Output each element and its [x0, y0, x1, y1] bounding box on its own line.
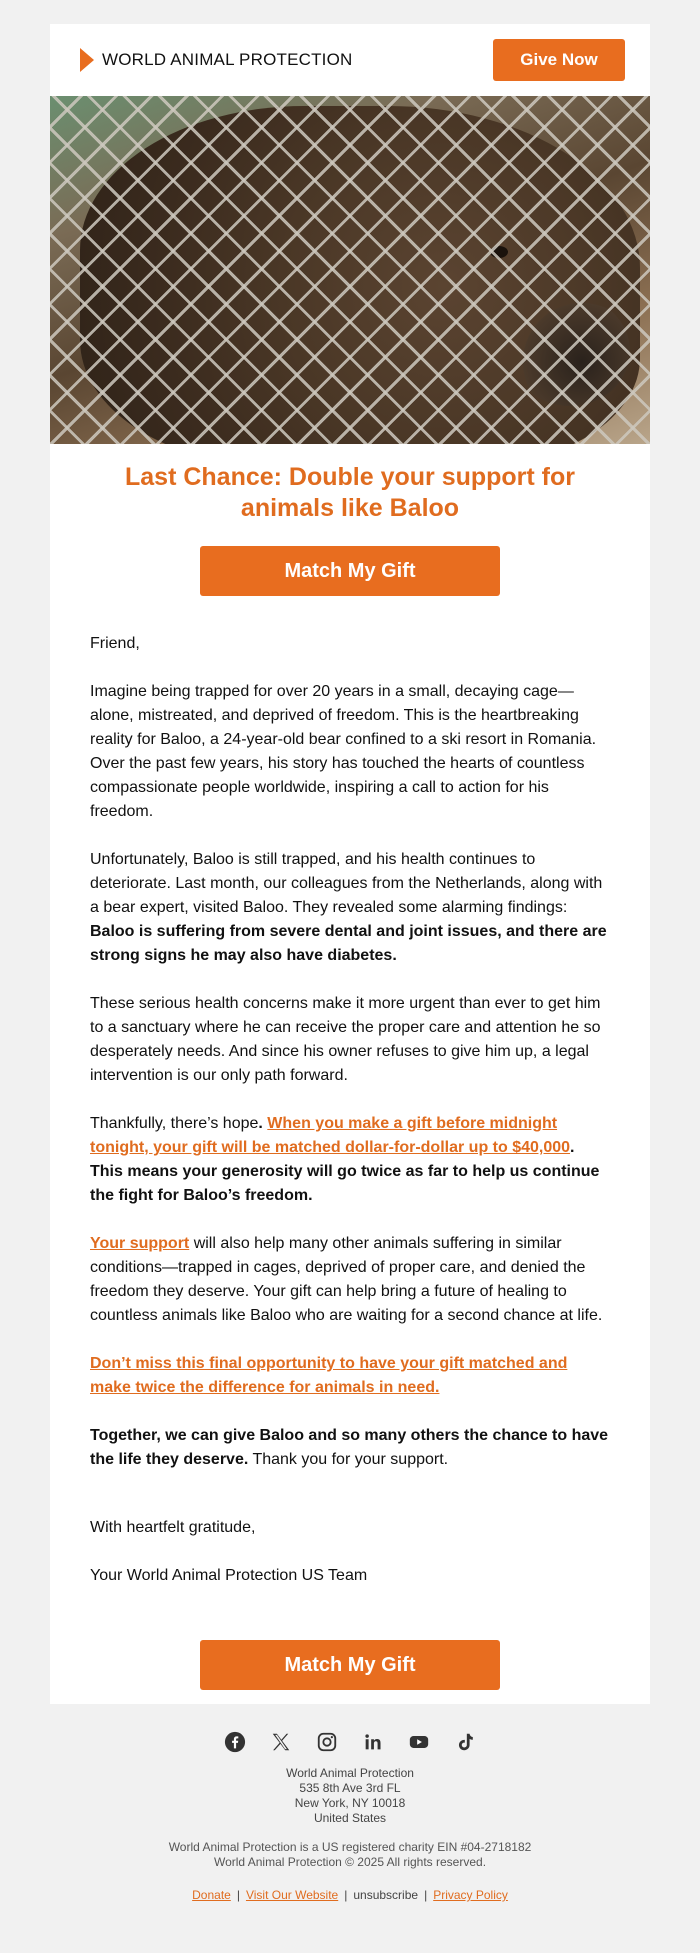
legal-block: [0, 1840, 700, 1870]
paragraph-5: Your support will also help many other animals suffering in similar conditions—trapped in cages, deprived of proper care, and denied the freedom they deserve. Your gift can help bring a future of healing to countless animals like Baloo who are waiting for a second chance at life.: [90, 1235, 603, 1324]
tiktok-icon[interactable]: [453, 1730, 477, 1754]
paragraph-7: Together, we can give Baloo and so many others the chance to have the life they deserve. Thank you for your support.: [90, 1427, 609, 1468]
paragraph-2: Unfortunately, Baloo is still trapped, and his health continues to deteriorate. Last month, our colleagues from the Netherlands, along with a bear expert, visited Baloo. They revealed some alarming findings: Baloo is suffering from severe dental and joint issues, and there are strong signs he may also have diabetes.: [90, 851, 607, 964]
signature: Your World Animal Protection US Team: [90, 1567, 368, 1584]
logo-text: WORLD ANIMAL PROTECTION: [102, 50, 353, 69]
hero-image-bear[interactable]: [50, 96, 650, 444]
signoff: With heartfelt gratitude,: [90, 1519, 256, 1536]
privacy-policy-link[interactable]: Privacy Policy: [433, 1888, 508, 1902]
address-line: 535 8th Ave 3rd FL: [299, 1781, 401, 1795]
address-line: United States: [313, 1811, 387, 1825]
greeting: Friend,: [90, 635, 140, 652]
email-card: [50, 24, 650, 1704]
headline: Last Chance: Double your support for animals like Baloo: [124, 463, 576, 522]
facebook-icon[interactable]: [223, 1730, 247, 1754]
paragraph-3: These serious health concerns make it more urgent than ever to get him to a sanctuary where he can receive the proper care and attention he so desperately needs. And since his owner refuses to give him up, a legal intervention is our only path forward.: [90, 995, 601, 1084]
footer: [0, 1730, 700, 1903]
logo[interactable]: [80, 48, 353, 72]
donate-link[interactable]: Donate: [192, 1888, 231, 1902]
copyright: World Animal Protection © 2025 All rights reserved.: [213, 1855, 487, 1869]
instagram-icon[interactable]: [315, 1730, 339, 1754]
logo-triangle-icon: [80, 48, 94, 72]
your-support-link[interactable]: Your support: [90, 1235, 190, 1252]
visit-website-link[interactable]: Visit Our Website: [245, 1888, 339, 1902]
address-line: World Animal Protection: [286, 1766, 414, 1780]
footer-links: Donate | Visit Our Website | unsubscribe | Privacy Policy: [192, 1888, 508, 1902]
match-my-gift-button-bottom[interactable]: Match My Gift: [200, 1640, 500, 1690]
address-line: New York, NY 10018: [294, 1796, 406, 1810]
linkedin-icon[interactable]: [361, 1730, 385, 1754]
email-header: [50, 24, 650, 96]
chain-link-fence: [50, 96, 650, 444]
x-icon[interactable]: [269, 1730, 293, 1754]
unsubscribe-link[interactable]: unsubscribe: [353, 1888, 419, 1902]
final-opportunity-link[interactable]: Don’t miss this final opportunity to have your gift matched and make twice the difference for animals in need.: [90, 1355, 568, 1396]
paragraph-1: Imagine being trapped for over 20 years in a small, decaying cage—alone, mistreated, and deprived of freedom. This is the heartbreaking reality for Baloo, a 24-year-old bear confined to a ski resort in Romania. Over the past few years, his story has touched the hearts of countless compassionate people worldwide, inspiring a call to action for his freedom.: [90, 683, 597, 820]
give-now-button[interactable]: Give Now: [493, 39, 625, 81]
charity-registration: World Animal Protection is a US registered charity EIN #04-2718182: [168, 1840, 532, 1854]
paragraph-4: Thankfully, there’s hope. When you make a gift before midnight tonight, your gift will be matched dollar-for-dollar up to $40,000. This means your generosity will go twice as far to help us continue the fight for Baloo’s freedom.: [90, 1115, 600, 1204]
social-links: [0, 1730, 700, 1754]
address-block: [0, 1766, 700, 1826]
email-body: [50, 596, 650, 1588]
match-my-gift-button[interactable]: Match My Gift: [200, 546, 500, 596]
paragraph-6: [90, 1352, 610, 1400]
match-gift-link[interactable]: When you make a gift before midnight tonight, your gift will be matched dollar-for-dollar up to $40,000: [90, 1115, 571, 1156]
health-findings: Baloo is suffering from severe dental and joint issues, and there are strong signs he may also have diabetes.: [90, 923, 607, 964]
youtube-icon[interactable]: [407, 1730, 431, 1754]
